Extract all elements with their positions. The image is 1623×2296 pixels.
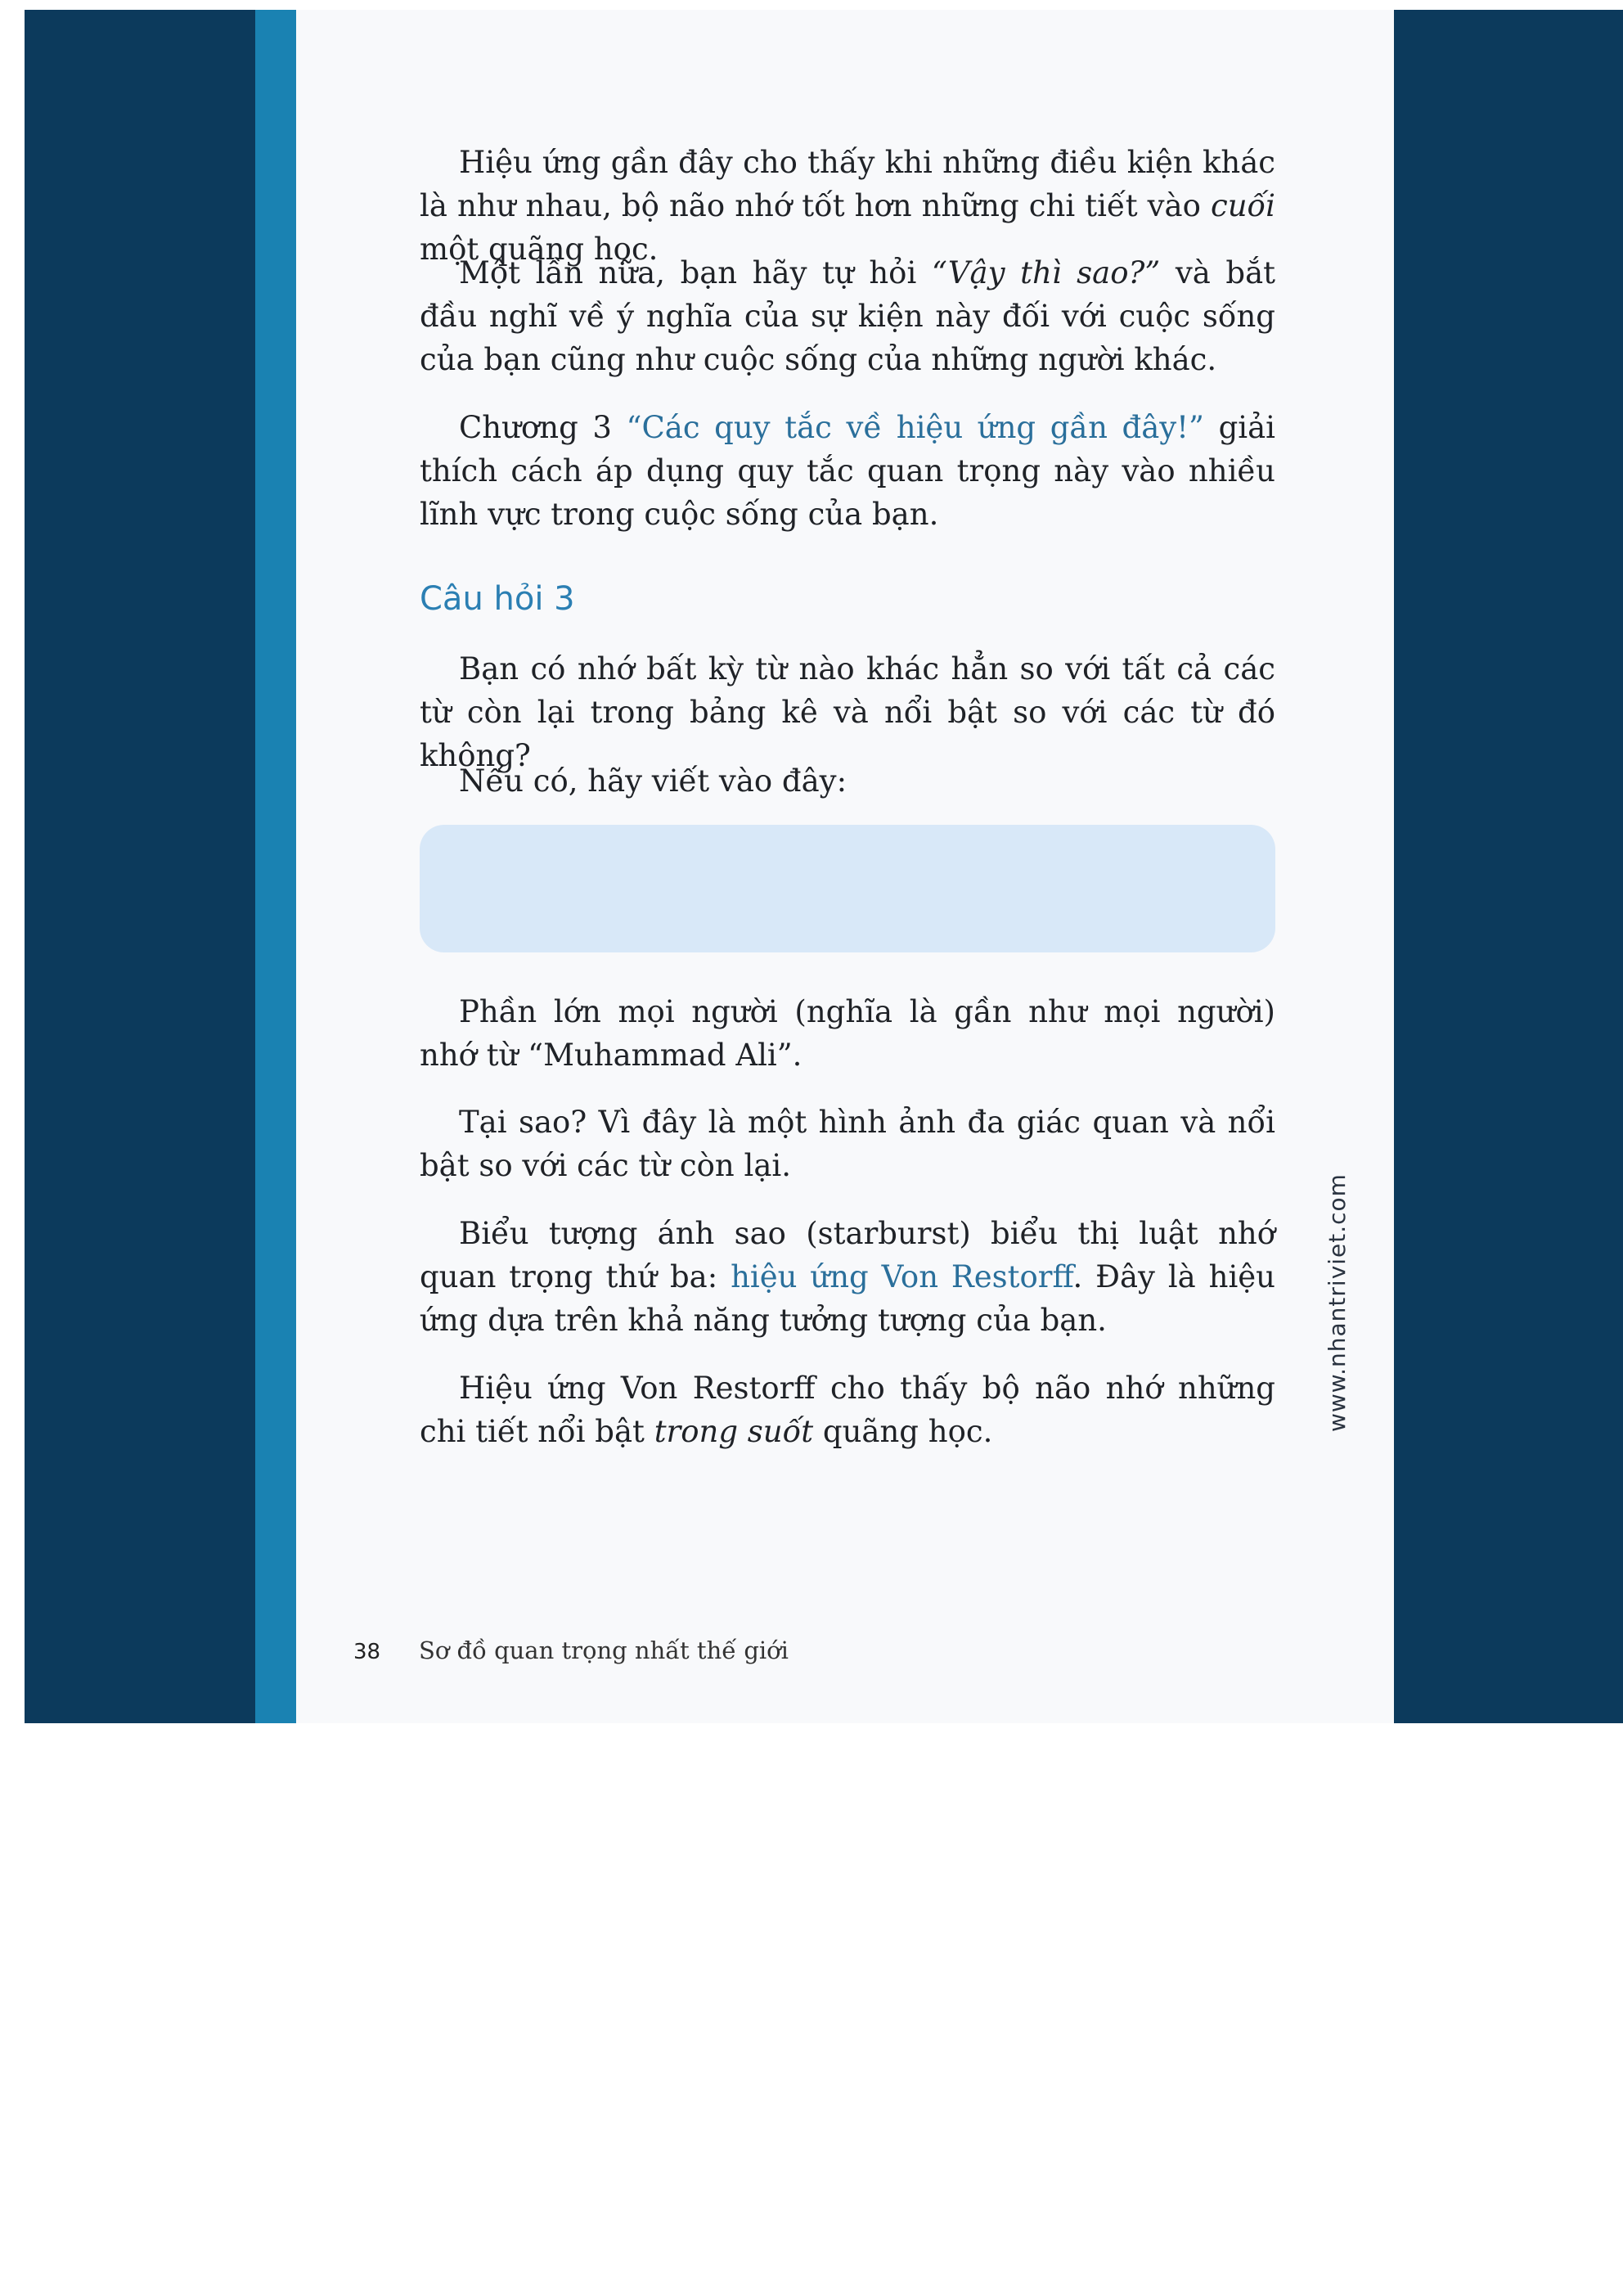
publisher-url: www.nhantriviet.com xyxy=(1324,1173,1351,1432)
page-number: 38 xyxy=(353,1640,381,1664)
blue-spine-stripe xyxy=(255,10,296,1723)
question-paragraph: Bạn có nhớ bất kỳ từ nào khác hẳn so với tất cả các từ còn lại trong bảng kê và nổi bật so với các từ đó không? xyxy=(420,651,1275,773)
paragraph-recency-effect: Hiệu ứng gần đây cho thấy khi những điều kiện khác là như nhau, bộ não nhớ tốt hơn những chi tiết vào cuối một quãng học. xyxy=(420,145,1275,267)
book-title: Sơ đồ quan trọng nhất thế giới xyxy=(419,1636,789,1664)
paragraph-von-restorff: Hiệu ứng Von Restorff cho thấy bộ não nhớ những chi tiết nổi bật trong suốt quãng học. xyxy=(420,1371,1275,1449)
paragraph-chapter-3: Chương 3 “Các quy tắc về hiệu ứng gần đây!” giải thích cách áp dụng quy tắc quan trọng này vào nhiều lĩnh vực trong cuộc sống của bạn. xyxy=(420,410,1276,532)
paragraph-why: Tại sao? Vì đây là một hình ảnh đa giác quan và nổi bật so với các từ còn lại. xyxy=(420,1105,1275,1183)
von-restorff-term: hiệu ứng Von Restorff xyxy=(731,1259,1073,1294)
section-heading: Câu hỏi 3 xyxy=(420,580,575,618)
answer-box[interactable] xyxy=(420,825,1275,952)
chapter-3-reference: “Các quy tắc về hiệu ứng gần đây!” xyxy=(626,410,1204,445)
write-here-prompt: Nếu có, hãy viết vào đây: xyxy=(459,763,847,799)
paragraph-starburst: Biểu tượng ánh sao (starburst) biểu thị luật nhớ quan trọng thứ ba: hiệu ứng Von Restorff. Đây là hiệu ứng dựa trên khả năng tưởng tượng của bạn. xyxy=(420,1216,1276,1338)
paragraph-muhammad-ali: Phần lớn mọi người (nghĩa là gần như mọi người) nhớ từ “Muhammad Ali”. xyxy=(420,994,1275,1073)
paragraph-so-what: Một lần nữa, bạn hãy tự hỏi “Vậy thì sao?” và bắt đầu nghĩ về ý nghĩa của sự kiện này đối với cuộc sống của bạn cũng như cuộc sống của những người khác. xyxy=(420,255,1275,377)
